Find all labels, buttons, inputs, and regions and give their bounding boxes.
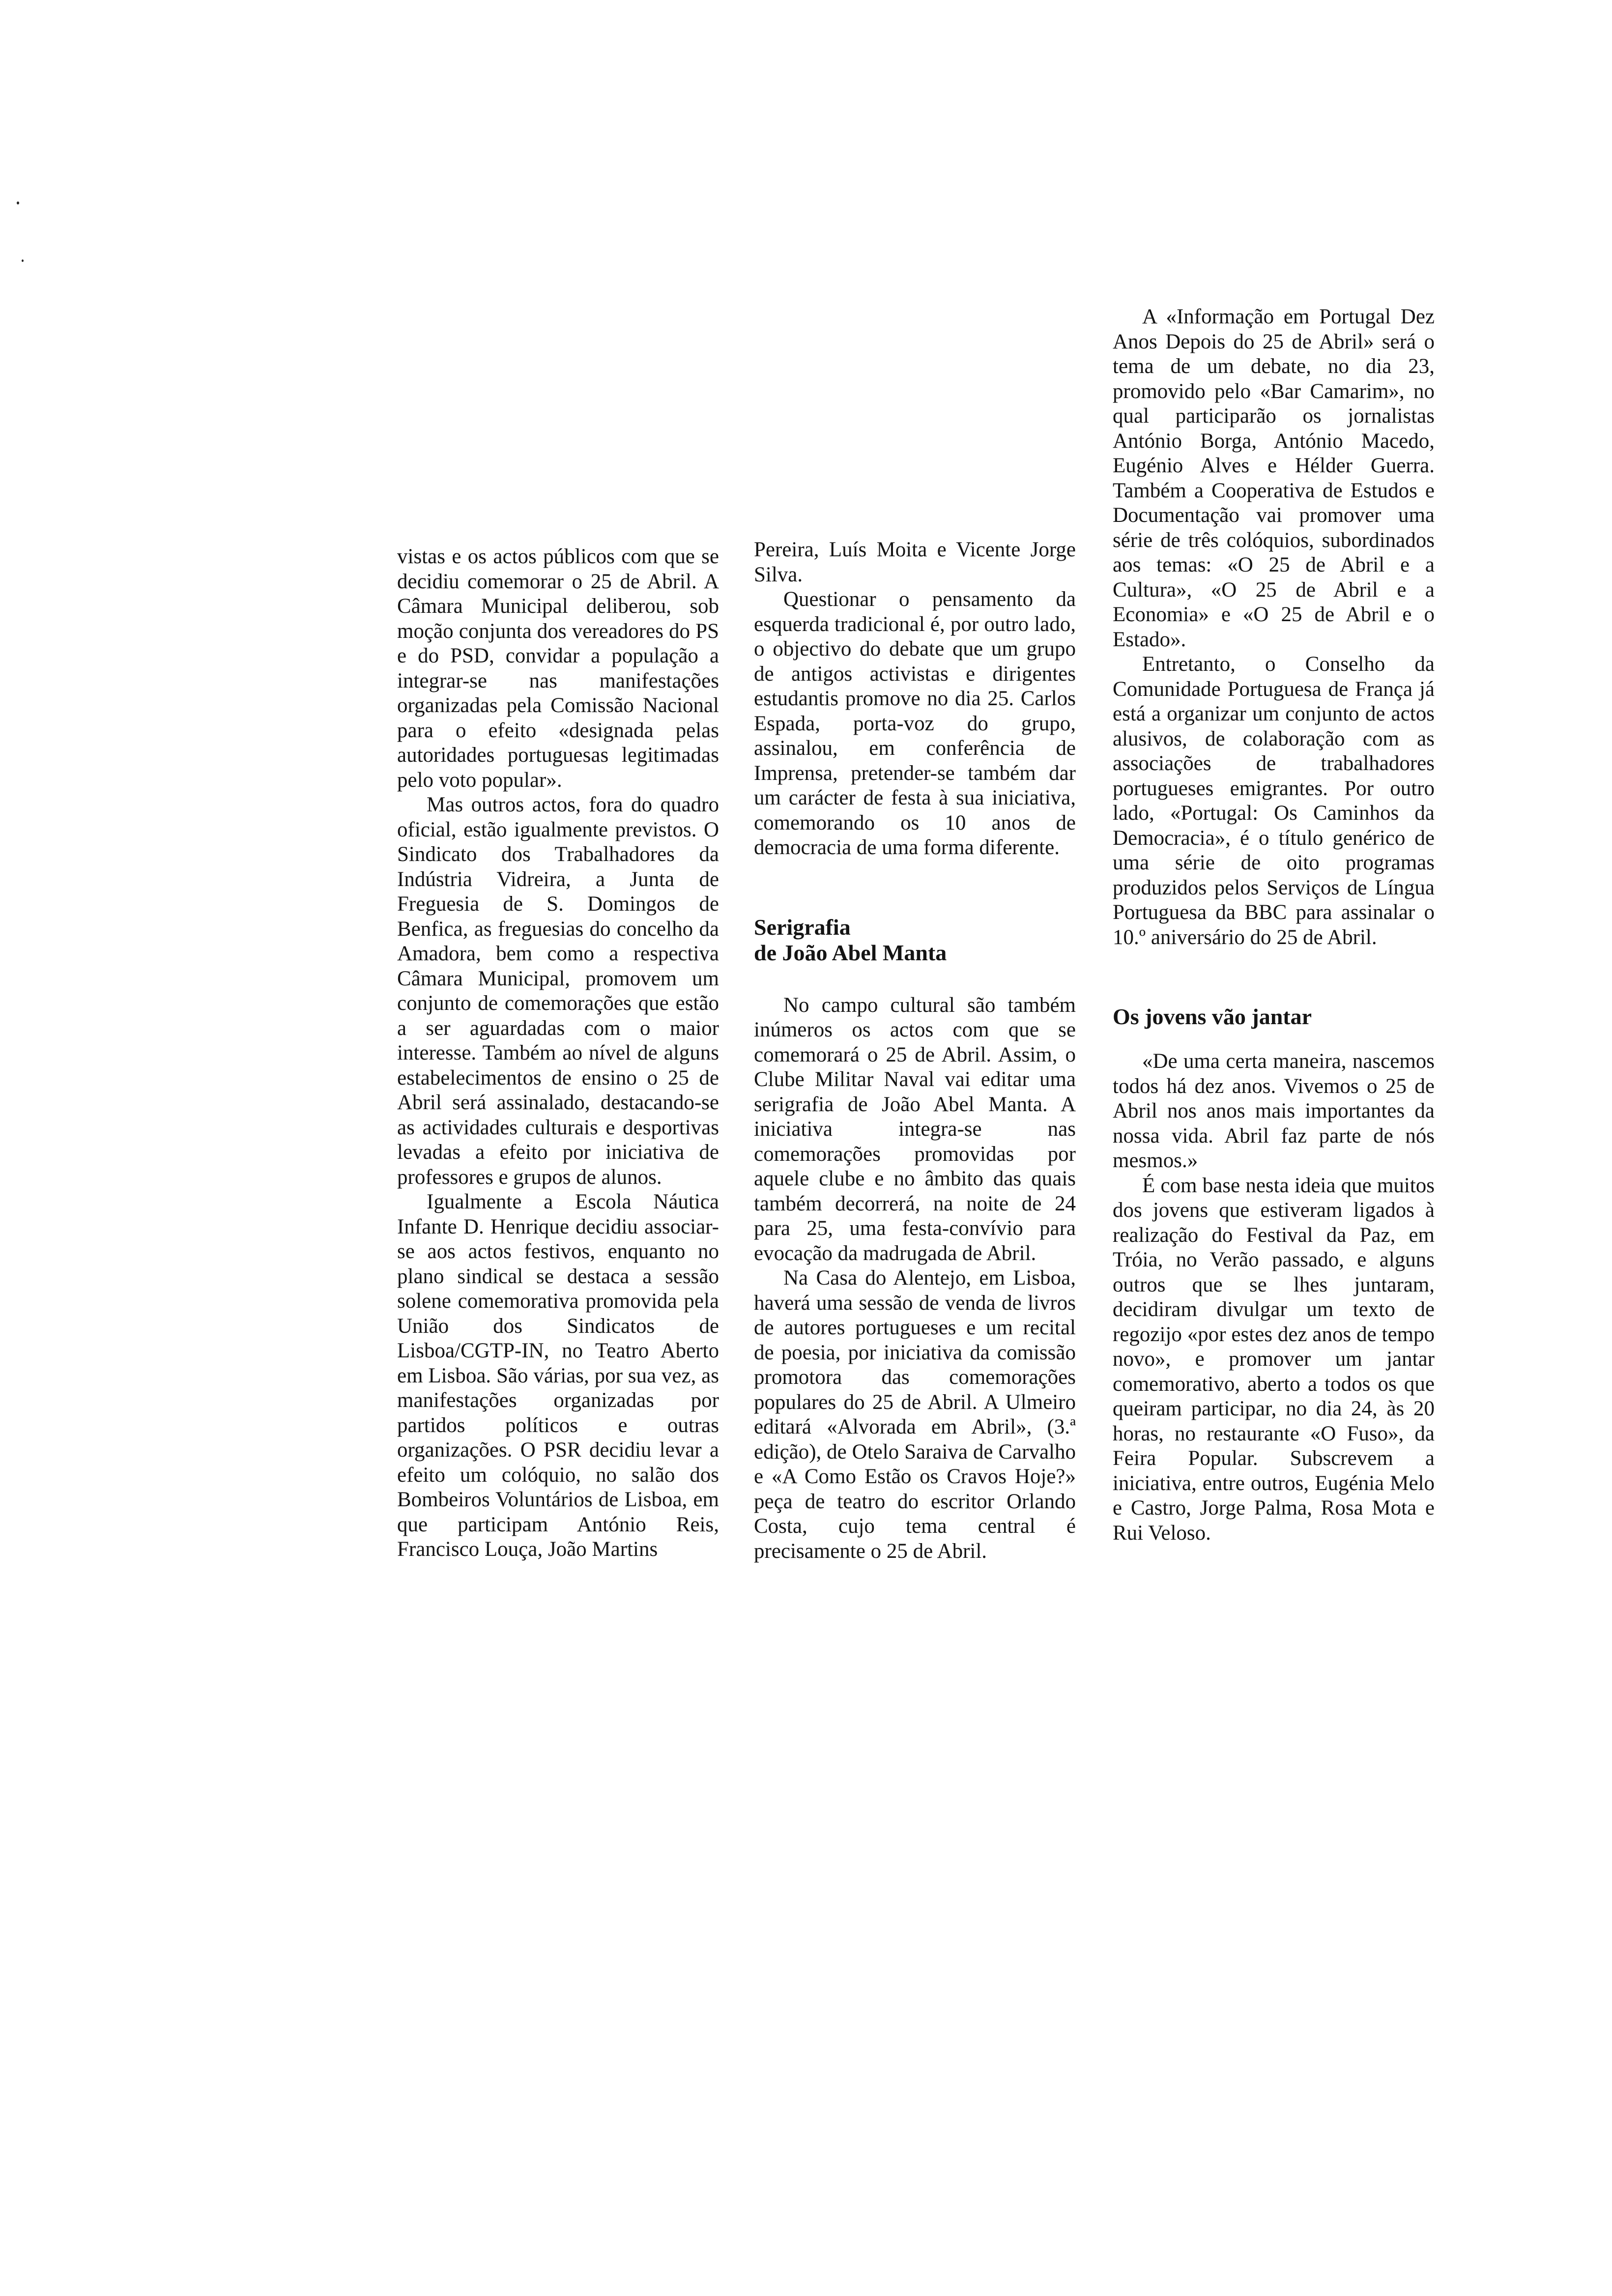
paragraph: Mas outros actos, fora do quadro oficial, estão igualmente previstos. O Sindicato dos Trabalhadores da Indústria Vidreira, a Junta de Freguesia de S. Domingos de Benfica, as freguesias do concelho da Amadora, bem como a respectiva Câmara Municipal, promovem um conjunto de comemorações que estão a ser aguardadas com o maior interesse. Também ao nível de alguns estabelecimentos de ensino o 25 de Abril será assinalado, destacando-se as actividades culturais e desportivas levadas a efeito por iniciativa de professores e grupos de alunos. xyxy=(397,793,719,1189)
paragraph: É com base nesta ideia que muitos dos jovens que estiveram ligados à realização do Festival da Paz, em Tróia, no Verão passado, e alguns outros que se lhes juntaram, decidiram divulgar um texto de regozijo «por estes dez anos de tempo novo», e promover um jantar comemorativo, aberto a todos os que queiram participar, no dia 24, às 20 horas, no restaurante «O Fuso», da Feira Popular. Subscrevem a iniciativa, entre outros, Eugénia Melo e Castro, Jorge Palma, Rosa Mota e Rui Veloso. xyxy=(1113,1174,1435,1545)
paragraph: Pereira, Luís Moita e Vicente Jorge Silva. xyxy=(754,538,1076,586)
scan-speck xyxy=(22,259,24,262)
paragraph: vistas e os actos públicos com que se decidiu comemorar o 25 de Abril. A Câmara Municipal deliberou, sob moção conjunta dos vereadores do PS e do PSD, convidar a população a integrar-se nas manifestações organizadas pela Comissão Nacional para o efeito «designada pelas autoridades portuguesas legitimadas pelo voto popular». xyxy=(397,545,719,792)
section-heading-line: Serigrafia xyxy=(754,914,851,940)
paragraph: Igualmente a Escola Náutica Infante D. Henrique decidiu associar-se aos actos festivos, enquanto no plano sindical se destaca a sessão solene comemorativa promovida pela União dos Sindicatos de Lisboa/CGTP-IN, no Teatro Aberto em Lisboa. São várias, por sua vez, as manifestações organizadas por partidos políticos e outras organizações. O PSR decidiu levar a efeito um colóquio, no salão dos Bombeiros Voluntários de Lisboa, em que participam António Reis, Francisco Louça, João Martins xyxy=(397,1190,719,1561)
paragraph: «De uma certa maneira, nascemos todos há dez anos. Vivemos o 25 de Abril nos anos mais importantes da nossa vida. Abril faz parte de nós mesmos.» xyxy=(1113,1050,1435,1172)
article-column-3 xyxy=(1113,305,1435,1546)
paragraph: Questionar o pensamento da esquerda tradicional é, por outro lado, o objectivo do debate que um grupo de antigos activistas e dirigentes estudantis promove no dia 25. Carlos Espada, porta-voz do grupo, assinalou, em conferência de Imprensa, pretender-se também dar um carácter de festa à sua iniciativa, comemorando os 10 anos de democracia de uma forma diferente. xyxy=(754,588,1076,859)
section-heading: Os jovens vão jantar xyxy=(1113,1004,1312,1029)
article-column-1 xyxy=(397,545,719,1562)
paragraph: Entretanto, o Conselho da Comunidade Portuguesa de França já está a organizar um conjunto de actos alusivos, de colaboração com as associações de trabalhadores portugueses emigrantes. Por outro lado, «Portugal: Os Caminhos da Democracia», é o título genérico de uma série de oito programas produzidos pelos Serviços de Língua Portuguesa da BBC para assinalar o 10.º aniversário do 25 de Abril. xyxy=(1113,653,1435,949)
paragraph: A «Informação em Portugal Dez Anos Depois do 25 de Abril» será o tema de um debate, no dia 23, promovido pelo «Bar Camarim», no qual participarão os jornalistas António Borga, António Macedo, Eugénio Alves e Hélder Guerra. Também a Cooperativa de Estudos e Documentação vai promover uma série de três colóquios, subordinados aos temas: «O 25 de Abril e a Cultura», «O 25 de Abril e a Economia» e «O 25 de Abril e o Estado». xyxy=(1113,305,1435,651)
section-heading-line: de João Abel Manta xyxy=(754,940,947,965)
scan-speck xyxy=(17,201,19,204)
article-column-2 xyxy=(754,538,1076,1564)
paragraph: No campo cultural são também inúmeros os actos com que se comemorará o 25 de Abril. Assim, o Clube Militar Naval vai editar uma serigrafia de João Abel Manta. A iniciativa integra-se nas comemorações promovidas por aquele clube e no âmbito das quais também decorrerá, na noite de 24 para 25, uma festa-convívio para evocação da madrugada de Abril. xyxy=(754,993,1076,1265)
section-heading xyxy=(754,915,1076,966)
paragraph: Na Casa do Alentejo, em Lisboa, haverá uma sessão de venda de livros de autores portugueses e um recital de poesia, por iniciativa da comissão promotora das comemorações populares do 25 de Abril. A Ulmeiro editará «Alvorada em Abril», (3.ª edição), de Otelo Saraiva de Carvalho e «A Como Estão os Cravos Hoje?» peça de teatro do escritor Orlando Costa, cujo tema central é precisamente o 25 de Abril. xyxy=(754,1266,1076,1563)
